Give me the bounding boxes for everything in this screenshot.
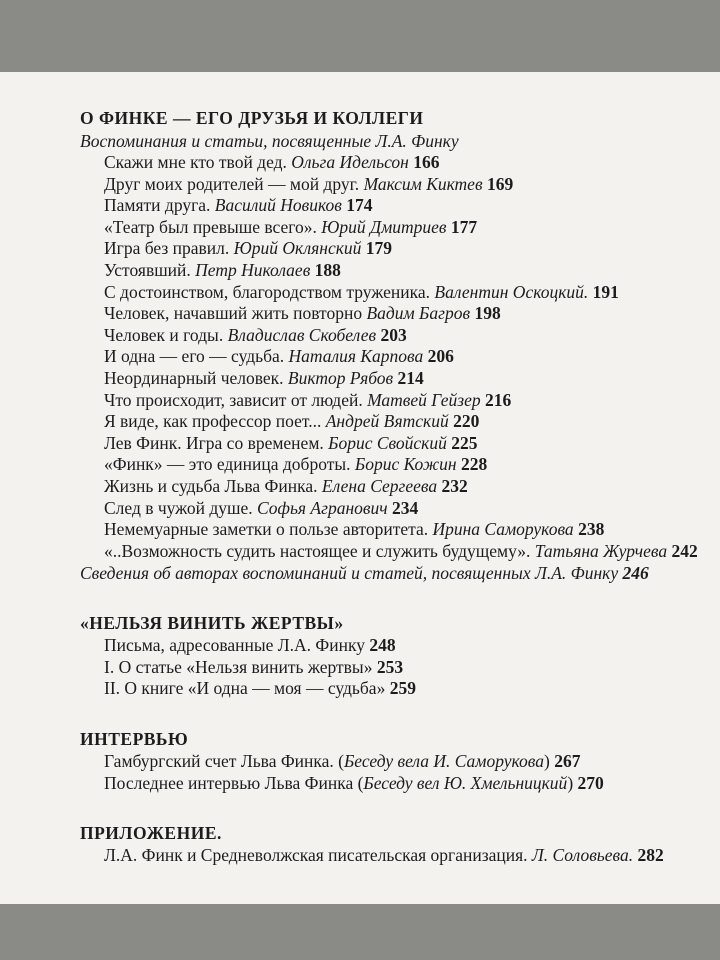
- toc-entry[interactable]: [80, 657, 700, 679]
- entry-title-close: ): [544, 751, 550, 772]
- toc-entry[interactable]: [80, 454, 700, 476]
- entry-title: Лев Финк. Игра со временем.: [104, 432, 324, 453]
- entry-page-number: 191: [592, 281, 619, 302]
- toc-section-victims: [80, 611, 700, 700]
- entry-title: I. О статье «Нельзя винить жертвы»: [104, 656, 373, 677]
- entry-author: Виктор Рябов: [287, 367, 394, 388]
- toc-entry[interactable]: [80, 751, 700, 773]
- section-subheading: Воспоминания и статьи, посвященные Л.А. Финку: [80, 131, 459, 151]
- toc-entry[interactable]: [80, 411, 700, 433]
- entry-title: И одна — его — судьба.: [104, 346, 285, 367]
- entry-page-number: 248: [369, 635, 396, 656]
- entry-page-number: 214: [397, 367, 424, 388]
- entry-title: II. О книге «И одна — моя — судьба»: [104, 678, 386, 699]
- toc-entry[interactable]: [80, 390, 700, 412]
- entry-author: Ольга Идельсон: [291, 152, 409, 172]
- toc-entry[interactable]: [80, 303, 700, 325]
- entry-title: Человек, начавший жить повторно: [104, 303, 363, 324]
- entry-title: Устоявший.: [104, 259, 191, 280]
- entry-page-number: 282: [637, 845, 664, 866]
- toc-entry[interactable]: [80, 773, 700, 795]
- toc-entry[interactable]: [80, 476, 700, 498]
- entry-page-number: 259: [389, 678, 416, 699]
- toc-entry[interactable]: [80, 368, 700, 390]
- entry-page-number: 225: [451, 432, 478, 453]
- toc-entry-authors-info[interactable]: [80, 562, 700, 584]
- entry-title: С достоинством, благородством труженика.: [104, 281, 431, 302]
- toc-entry[interactable]: [80, 635, 700, 657]
- toc-entry[interactable]: [80, 152, 700, 174]
- toc-entry[interactable]: [80, 845, 700, 867]
- entry-author: Владислав Скобелев: [227, 324, 377, 345]
- entry-author: Ирина Саморукова: [432, 519, 574, 540]
- entry-title: Сведения об авторах воспоминаний и статей, посвященных Л.А. Финку: [80, 563, 619, 584]
- entry-title: Неординарный человек.: [104, 367, 284, 388]
- entry-title: Друг моих родителей — мой друг.: [104, 173, 360, 194]
- entry-title: Скажи мне кто твой дед.: [104, 152, 287, 172]
- entry-author: Л. Соловьева.: [531, 845, 634, 866]
- entry-author: Валентин Оскоцкий.: [434, 281, 589, 302]
- entry-page-number: 188: [314, 259, 341, 280]
- entry-page-number: 228: [460, 454, 488, 475]
- toc-entry[interactable]: [80, 678, 700, 700]
- toc-entry[interactable]: [80, 282, 700, 304]
- entry-title: Памяти друга.: [104, 195, 211, 216]
- entry-author: Беседу вела И. Саморукова: [343, 751, 545, 772]
- entry-title: «Финк» — это единица доброты.: [104, 454, 351, 475]
- section-heading: «НЕЛЬЗЯ ВИНИТЬ ЖЕРТВЫ»: [80, 613, 344, 634]
- toc-entry[interactable]: [80, 519, 700, 541]
- entry-title: «..Возможность судить настоящее и служить будущему».: [104, 540, 531, 561]
- entry-page-number: 179: [365, 238, 393, 259]
- toc-entry[interactable]: [80, 541, 700, 563]
- entry-page-number: 234: [391, 497, 419, 518]
- entry-page-number: 203: [380, 324, 407, 345]
- entry-page-number: 253: [376, 656, 404, 677]
- entry-title: Игра без правил.: [104, 238, 230, 259]
- entry-author: Наталия Карпова: [288, 346, 424, 367]
- entry-author: Елена Сергеева: [321, 475, 438, 496]
- entry-page-number: 206: [427, 346, 454, 367]
- entry-page-number: 216: [484, 389, 512, 410]
- toc-entry[interactable]: [80, 195, 700, 217]
- entry-author: Максим Киктев: [363, 173, 483, 194]
- entry-page-number: 169: [486, 173, 514, 194]
- entry-page-number: 238: [578, 519, 605, 540]
- entry-title: Что происходит, зависит от людей.: [104, 389, 363, 410]
- section-heading: ПРИЛОЖЕНИЕ.: [80, 823, 222, 844]
- entry-page-number: 246: [622, 563, 649, 584]
- entry-title: Человек и годы.: [104, 324, 224, 345]
- toc-entry[interactable]: [80, 498, 700, 520]
- toc-entry[interactable]: [80, 174, 700, 196]
- entry-author: Юрий Дмитриев: [321, 216, 447, 237]
- entry-page-number: 270: [577, 772, 604, 793]
- entry-author: Матвей Гейзер: [367, 389, 481, 410]
- toc-section-interview: [80, 727, 700, 794]
- entry-page-number: 220: [453, 411, 480, 432]
- toc-entry[interactable]: [80, 346, 700, 368]
- entry-title: Немемуарные заметки о пользе авторитета.: [104, 519, 429, 540]
- entry-author: Вадим Багров: [366, 303, 471, 324]
- entry-title: Последнее интервью Льва Финка (: [104, 772, 364, 793]
- entry-page-number: 177: [450, 216, 478, 237]
- entry-title: Письма, адресованные Л.А. Финку: [104, 635, 365, 656]
- book-page: [0, 72, 720, 904]
- entry-author: Андрей Вятский: [325, 411, 449, 432]
- toc-section-friends: [80, 106, 700, 584]
- entry-title: След в чужой душе.: [104, 497, 253, 518]
- entry-page-number: 267: [554, 751, 581, 772]
- toc-entry[interactable]: [80, 238, 700, 260]
- entry-title: Я виде, как профессор поет...: [104, 411, 322, 432]
- entry-author: Беседу вел Ю. Хмельницкий: [363, 772, 568, 793]
- entry-page-number: 166: [413, 152, 440, 172]
- entry-page-number: 242: [671, 540, 698, 561]
- toc-entry[interactable]: [80, 433, 700, 455]
- entry-author: Борис Кожин: [354, 454, 457, 475]
- entry-page-number: 174: [346, 195, 373, 216]
- entry-author: Татьяна Журчева: [534, 540, 668, 561]
- entry-author: Софья Агранович: [256, 497, 388, 518]
- toc-entry[interactable]: [80, 217, 700, 239]
- toc-entry[interactable]: [80, 325, 700, 347]
- section-heading: О ФИНКЕ — ЕГО ДРУЗЬЯ И КОЛЛЕГИ: [80, 108, 424, 128]
- entry-author: Юрий Оклянский: [233, 238, 362, 259]
- entry-author: Петр Николаев: [195, 259, 311, 280]
- entry-title-close: ): [567, 772, 574, 793]
- entry-author: Василий Новиков: [214, 195, 342, 216]
- entry-title: Л.А. Финк и Средневолжская писательская организация.: [104, 845, 528, 866]
- toc-entry[interactable]: [80, 260, 700, 282]
- section-heading: ИНТЕРВЬЮ: [80, 729, 189, 750]
- entry-title: Жизнь и судьба Льва Финка.: [104, 475, 318, 496]
- entry-page-number: 198: [474, 303, 501, 324]
- entry-title: «Театр был превыше всего».: [104, 216, 317, 237]
- entry-page-number: 232: [441, 475, 468, 496]
- toc-section-appendix: [80, 821, 700, 867]
- entry-author: Борис Свойский: [328, 432, 447, 453]
- entry-title: Гамбургский счет Льва Финка. (: [104, 751, 344, 772]
- table-of-contents: [80, 106, 700, 894]
